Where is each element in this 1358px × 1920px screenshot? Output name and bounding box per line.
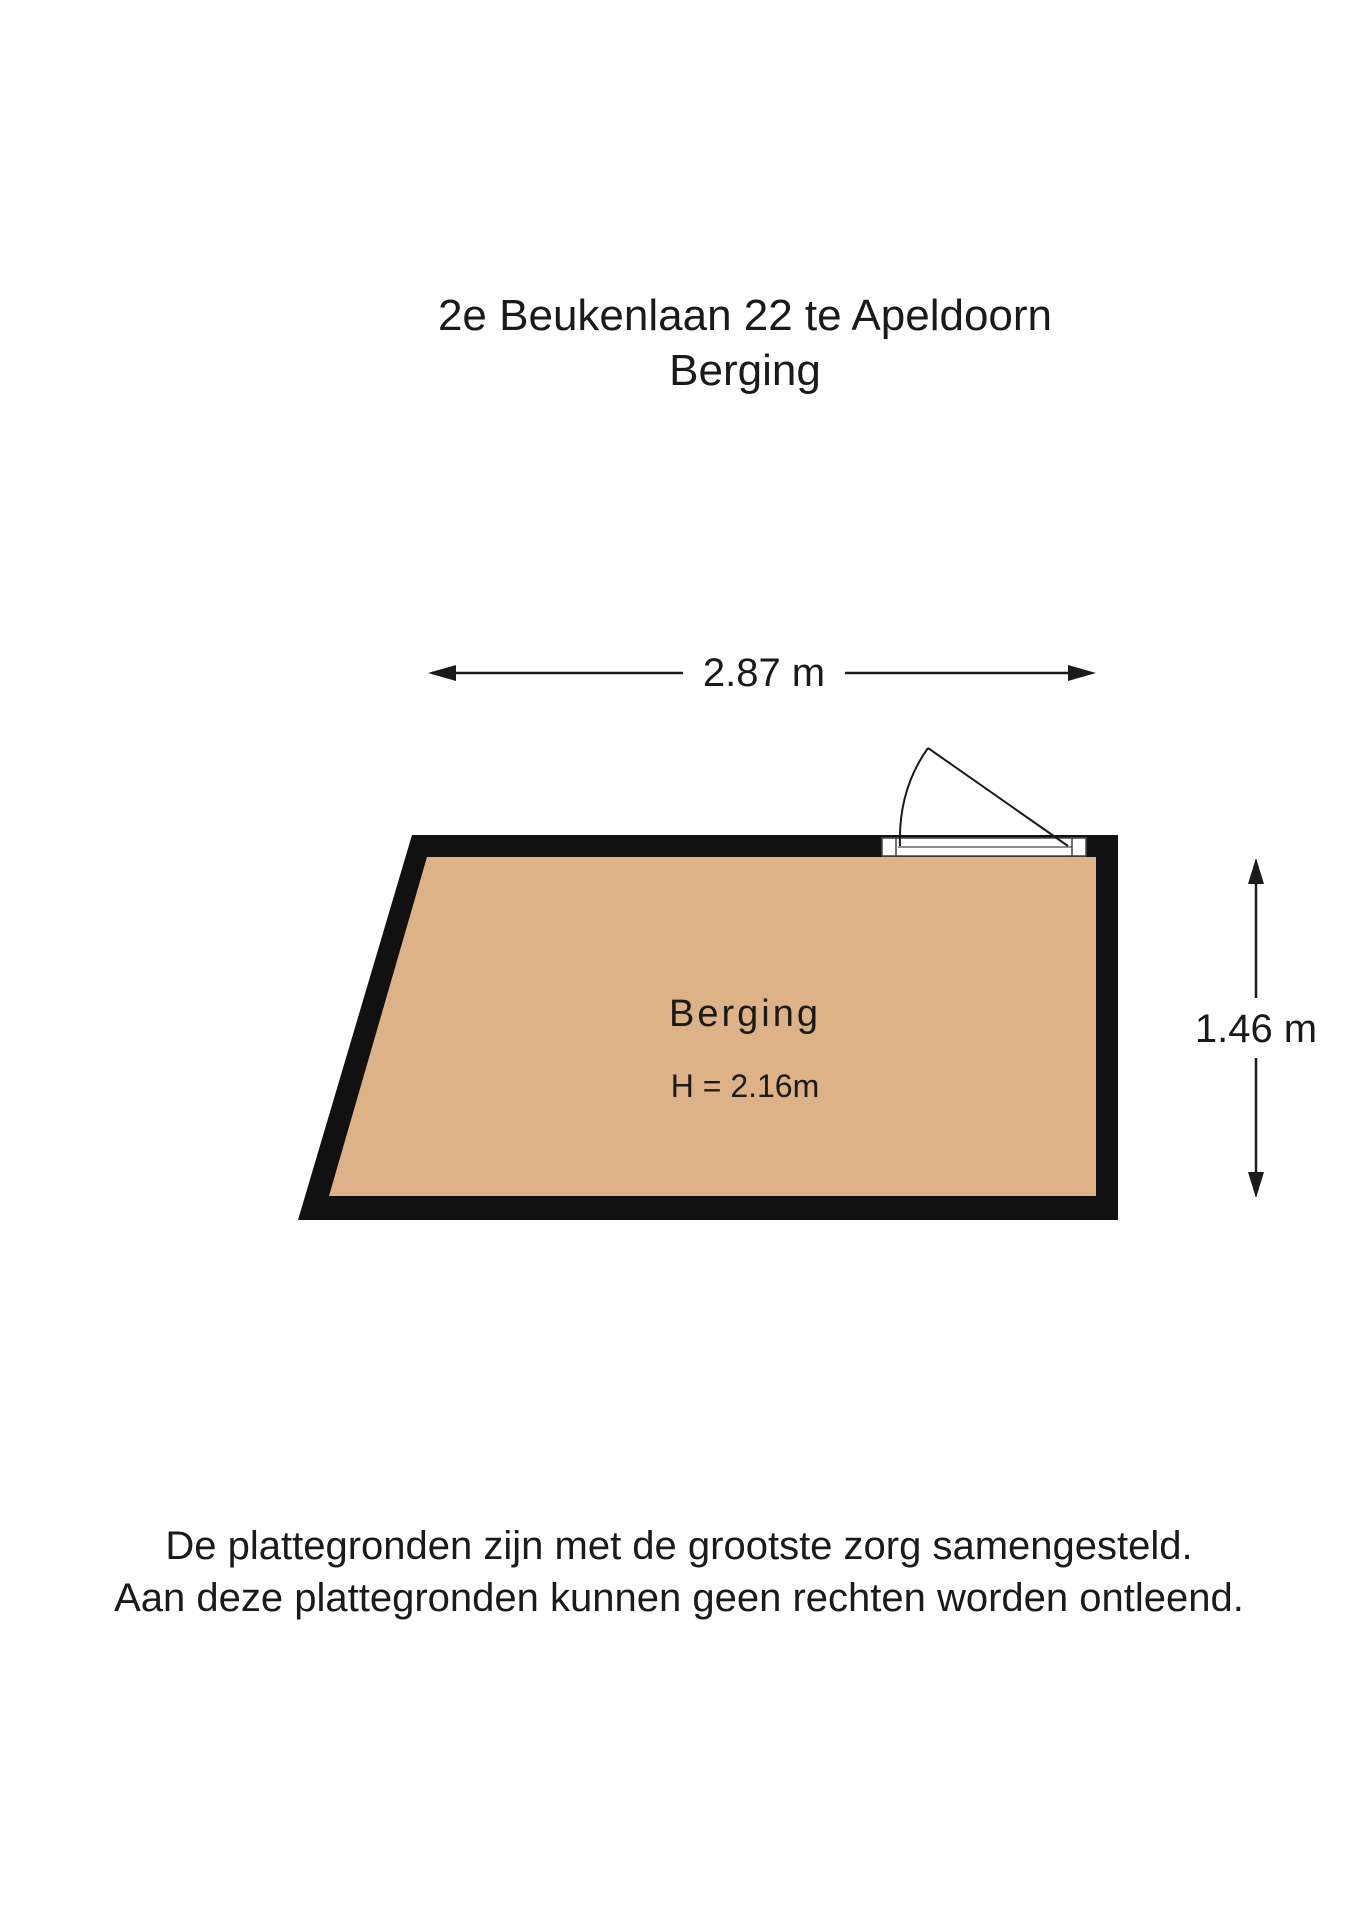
- room-berging: [298, 748, 1118, 1220]
- width-arrowhead-left-icon: [428, 665, 456, 681]
- depth-arrowhead-bottom-icon: [1248, 1172, 1264, 1198]
- depth-dimension-label: 1.46 m: [1194, 1007, 1318, 1051]
- depth-dimension: [1195, 858, 1317, 1198]
- address-title: 2e Beukenlaan 22 te Apeldoorn: [437, 291, 1053, 340]
- width-dimension-label: 2.87 m: [702, 651, 826, 695]
- floor-name-title: Berging: [669, 346, 821, 395]
- room-height-label: H = 2.16m: [670, 1068, 820, 1104]
- door-swing-arc: [900, 748, 928, 846]
- depth-arrowhead-top-icon: [1248, 858, 1264, 884]
- door-leaf: [928, 748, 1068, 846]
- door-swing-icon: [882, 748, 1086, 856]
- disclaimer: [0, 1520, 1358, 1624]
- door-jamb-right: [1072, 838, 1086, 856]
- room-name-label: Berging: [669, 993, 821, 1035]
- width-arrowhead-right-icon: [1068, 665, 1096, 681]
- width-dimension: [428, 651, 1096, 695]
- disclaimer-line-2: Aan deze plattegronden kunnen geen rechten worden ontleend.: [114, 1576, 1244, 1620]
- disclaimer-line-1: De plattegronden zijn met de grootste zorg samengesteld.: [165, 1524, 1193, 1568]
- door-jamb-left: [882, 838, 896, 856]
